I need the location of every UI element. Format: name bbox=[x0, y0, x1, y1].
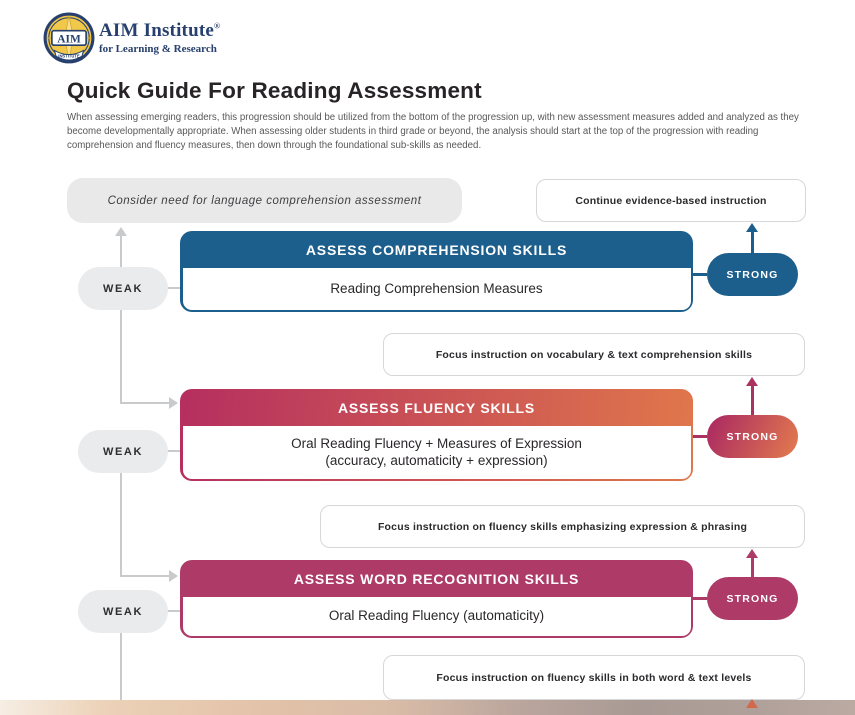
connector-line bbox=[120, 310, 122, 403]
bottom-photo-strip bbox=[0, 700, 855, 715]
arrow-up-to-expression-outcome bbox=[746, 549, 758, 558]
connector-line bbox=[168, 287, 180, 289]
connector-line bbox=[120, 235, 122, 267]
assessment-measure: Reading Comprehension Measures bbox=[330, 280, 543, 296]
connector-line bbox=[168, 610, 180, 612]
strong-pill-fluency: STRONG bbox=[707, 415, 798, 458]
connector-line bbox=[168, 450, 180, 452]
arrow-up-to-vocabulary-outcome bbox=[746, 377, 758, 386]
connector-line bbox=[693, 597, 707, 600]
outcome-continue-instruction: Continue evidence-based instruction bbox=[536, 179, 806, 222]
outcome-expression-phrasing: Focus instruction on fluency skills emphasizing expression & phrasing bbox=[320, 505, 805, 548]
assessment-measure-detail: (accuracy, automaticity + expression) bbox=[325, 453, 548, 469]
weak-pill-fluency: WEAK bbox=[78, 430, 168, 473]
connector-line bbox=[751, 385, 754, 415]
arrow-up-to-continue-instruction bbox=[746, 223, 758, 232]
arrow-up-to-word-text-outcome bbox=[746, 699, 758, 708]
logo-banner: INSTITUTE bbox=[58, 53, 80, 59]
weak-pill-word-recognition: WEAK bbox=[78, 590, 168, 633]
assessment-header: ASSESS WORD RECOGNITION SKILLS bbox=[293, 570, 580, 587]
brand-tagline: for Learning & Research bbox=[99, 43, 217, 55]
arrow-right-to-word-recognition bbox=[169, 570, 178, 582]
logo-monogram: AIM bbox=[57, 33, 81, 46]
outcome-word-text-levels: Focus instruction on fluency skills in both word & text levels bbox=[383, 655, 805, 700]
outcome-vocabulary-comprehension: Focus instruction on vocabulary & text comprehension skills bbox=[383, 333, 805, 376]
aim-logo-badge bbox=[43, 12, 95, 66]
consider-note-box: Consider need for language comprehension assessment bbox=[67, 178, 462, 223]
arrow-right-to-fluency bbox=[169, 397, 178, 409]
assessment-header: ASSESS FLUENCY SKILLS bbox=[337, 399, 535, 416]
registered-mark: ® bbox=[214, 21, 221, 31]
page-title: Quick Guide For Reading Assessment bbox=[67, 78, 482, 103]
connector-line bbox=[751, 557, 754, 577]
connector-line bbox=[120, 633, 122, 702]
assessment-header: ASSESS COMPREHENSION SKILLS bbox=[305, 241, 568, 258]
assessment-measure: Oral Reading Fluency + Measures of Expression bbox=[291, 435, 582, 451]
connector-line bbox=[120, 575, 170, 577]
connector-line bbox=[693, 435, 707, 438]
weak-pill-comprehension: WEAK bbox=[78, 267, 168, 310]
connector-line bbox=[120, 402, 170, 404]
connector-line bbox=[751, 231, 754, 253]
assessment-box-comprehension bbox=[180, 231, 693, 312]
assessment-box-fluency bbox=[180, 389, 693, 481]
brand-wordmark bbox=[99, 20, 220, 55]
connector-line bbox=[693, 273, 707, 276]
page-description: When assessing emerging readers, this progression should be utilized from the bottom of the progression up, with new assessment measures added and analyzed as they become developmentally appropriate. When assessing older students in third grade or beyond, the analysis should start at the top of the progression with reading comprehension and fluency measures, then down through the foundational sub-skills as needed. bbox=[67, 112, 799, 152]
assessment-measure: Oral Reading Fluency (automaticity) bbox=[328, 608, 545, 624]
connector-line bbox=[120, 473, 122, 576]
brand-name: AIM Institute® bbox=[99, 20, 221, 41]
strong-pill-word-recognition: STRONG bbox=[707, 577, 798, 620]
strong-pill-comprehension: STRONG bbox=[707, 253, 798, 296]
assessment-box-word-recognition bbox=[180, 560, 693, 638]
